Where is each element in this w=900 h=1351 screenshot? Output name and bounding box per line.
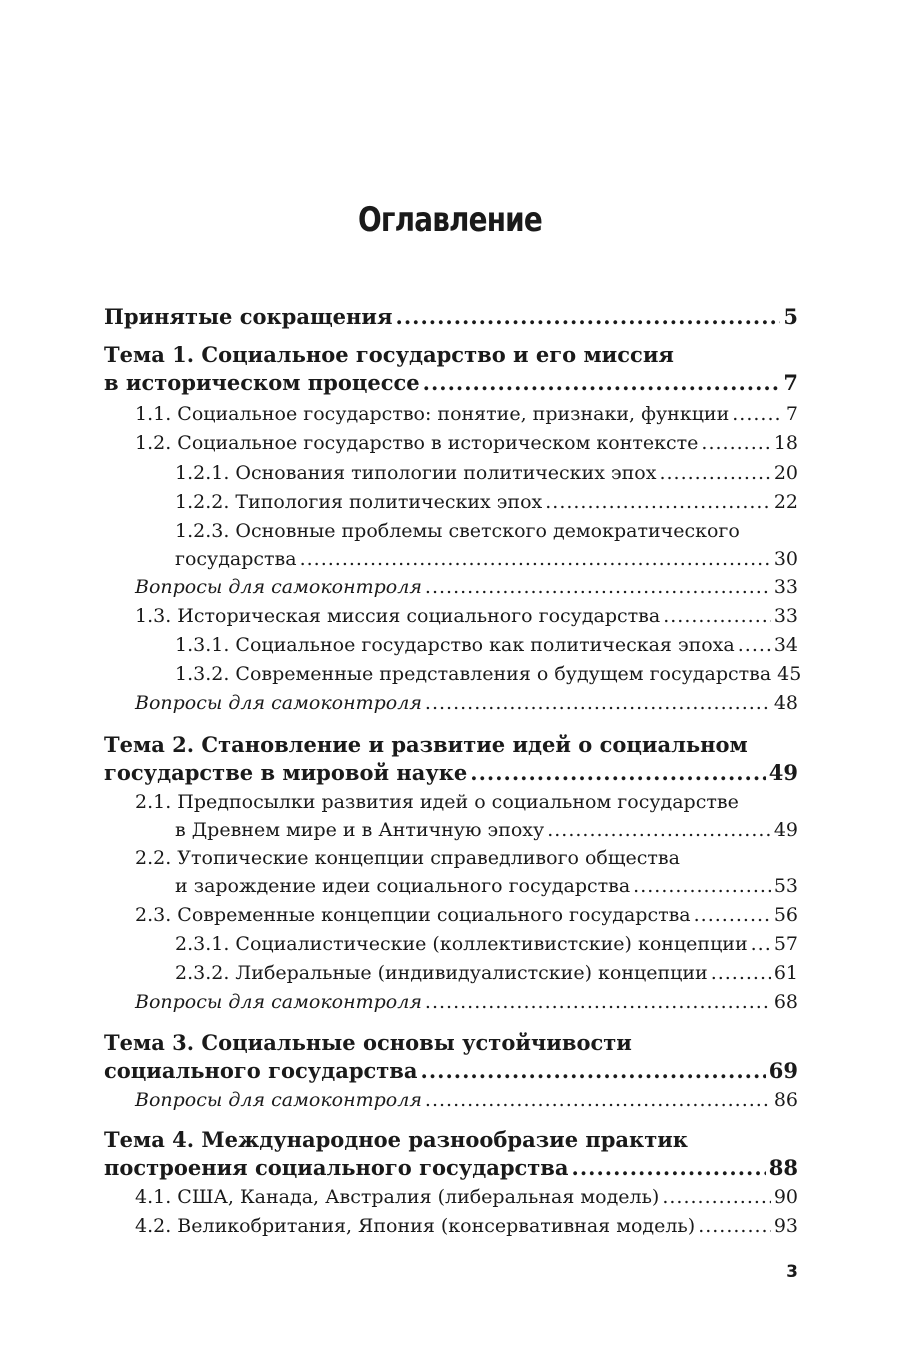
toc-entry-4-2[interactable] xyxy=(135,1215,798,1237)
toc-entry-topic-2[interactable] xyxy=(104,760,798,785)
toc-entry-topic-3[interactable] xyxy=(104,1058,798,1083)
toc-entry-title-line: Тема 1. Социальное государство и его миссия xyxy=(104,342,674,367)
toc-page-number: 48 xyxy=(773,692,798,714)
toc-page-number: 57 xyxy=(773,933,798,955)
toc-page-number: 88 xyxy=(768,1155,798,1180)
toc-page-number: 93 xyxy=(773,1215,798,1237)
toc-page-number: 61 xyxy=(773,962,798,984)
toc-entry-1-2[interactable] xyxy=(135,432,798,454)
toc-entry-self-check[interactable] xyxy=(135,576,798,598)
dot-leader xyxy=(662,1186,770,1208)
toc-entry-abbreviations[interactable] xyxy=(104,304,798,329)
dot-leader xyxy=(396,304,781,329)
toc-entry-title: Вопросы для самоконтроля xyxy=(135,692,422,714)
dot-leader xyxy=(425,692,771,714)
dot-leader xyxy=(732,403,783,425)
toc-page-number: 30 xyxy=(773,548,798,570)
toc-page-number: 5 xyxy=(783,304,798,329)
toc-page-number: 33 xyxy=(773,605,798,627)
dot-leader xyxy=(547,819,771,841)
toc-entry-title: 2.3.1. Социалистические (коллективистские) концепции xyxy=(175,933,748,955)
toc-entry-title-line: 2.2. Утопические концепции справедливого общества xyxy=(135,847,680,869)
dot-leader xyxy=(425,1089,771,1111)
dot-leader xyxy=(425,576,771,598)
toc-entry-title-line: Тема 4. Международное разнообразие практик xyxy=(104,1127,688,1152)
toc-page-number: 33 xyxy=(773,576,798,598)
dot-leader xyxy=(711,962,771,984)
dot-leader xyxy=(701,432,770,454)
toc-entry-title: государстве в мировой науке xyxy=(104,760,468,785)
toc-entry-2-2[interactable] xyxy=(175,875,798,897)
toc-page-number: 49 xyxy=(773,819,798,841)
toc-entry-title-line: Тема 2. Становление и развитие идей о социальном xyxy=(104,732,748,757)
dot-leader xyxy=(694,904,771,926)
toc-entry-1-2-3[interactable] xyxy=(175,548,798,570)
toc-page-number: 90 xyxy=(773,1186,798,1208)
toc-page-number: 34 xyxy=(773,634,798,656)
toc-page-number: 56 xyxy=(773,904,798,926)
dot-leader xyxy=(698,1215,771,1237)
toc-entry-title: Принятые сокращения xyxy=(104,304,393,329)
toc-page-number: 53 xyxy=(773,875,798,897)
toc-entry-title: в историческом процессе xyxy=(104,370,420,395)
toc-entry-title: 1.2.1. Основания типологии политических эпох xyxy=(175,462,657,484)
toc-entry-2-3-1[interactable] xyxy=(175,933,798,955)
toc-page-number: 7 xyxy=(785,403,798,425)
toc-entry-title: 1.3. Историческая миссия социального государства xyxy=(135,605,661,627)
toc-entry-title: Вопросы для самоконтроля xyxy=(135,1089,422,1111)
dot-leader xyxy=(663,605,771,627)
dot-leader xyxy=(572,1155,766,1180)
toc-entry-title: 1.3.2. Современные представления о будущем государства xyxy=(175,663,772,685)
toc-entry-title: построения социального государства xyxy=(104,1155,569,1180)
toc-entry-1-3[interactable] xyxy=(135,605,798,627)
toc-entry-title: государства xyxy=(175,548,297,570)
dot-leader xyxy=(738,634,771,656)
toc-entry-title: Вопросы для самоконтроля xyxy=(135,576,422,598)
toc-entry-4-1[interactable] xyxy=(135,1186,798,1208)
toc-entry-title-line: 1.2.3. Основные проблемы светского демократического xyxy=(175,520,740,542)
toc-entry-title: 1.2.2. Типология политических эпох xyxy=(175,491,543,513)
toc-page-number: 45 xyxy=(777,663,802,685)
toc-entry-2-3-2[interactable] xyxy=(175,962,798,984)
dot-leader xyxy=(751,933,771,955)
toc-page-number: 69 xyxy=(768,1058,798,1083)
toc-entry-topic-4[interactable] xyxy=(104,1155,798,1180)
toc-entry-1-2-1[interactable] xyxy=(175,462,798,484)
dot-leader xyxy=(545,491,771,513)
dot-leader xyxy=(421,1058,766,1083)
toc-entry-title: 4.2. Великобритания, Япония (консервативная модель) xyxy=(135,1215,696,1237)
dot-leader xyxy=(633,875,771,897)
dot-leader xyxy=(659,462,770,484)
dot-leader xyxy=(470,760,765,785)
toc-page-number: 7 xyxy=(783,370,798,395)
toc-entry-2-1[interactable] xyxy=(175,819,798,841)
toc-page-number: 22 xyxy=(773,491,798,513)
toc-entry-self-check[interactable] xyxy=(135,991,798,1013)
dot-leader xyxy=(425,991,771,1013)
toc-entry-title: социального государства xyxy=(104,1058,418,1083)
table-of-contents xyxy=(104,0,802,1351)
dot-leader xyxy=(423,370,781,395)
toc-entry-title: 2.3. Современные концепции социального государства xyxy=(135,904,691,926)
toc-entry-self-check[interactable] xyxy=(135,692,798,714)
toc-page-number: 86 xyxy=(773,1089,798,1111)
toc-page-number: 68 xyxy=(773,991,798,1013)
toc-entry-title: и зарождение идеи социального государства xyxy=(175,875,631,897)
toc-entry-title-line: 2.1. Предпосылки развития идей о социальном государстве xyxy=(135,791,739,813)
toc-entry-2-3[interactable] xyxy=(135,904,798,926)
toc-entry-1-2-2[interactable] xyxy=(175,491,798,513)
page-number: 3 xyxy=(786,1262,798,1282)
toc-page-number: 20 xyxy=(773,462,798,484)
toc-entry-title: 4.1. США, Канада, Австралия (либеральная модель) xyxy=(135,1186,660,1208)
page-title: Оглавление xyxy=(358,200,542,240)
toc-entry-1-1[interactable] xyxy=(135,403,798,425)
toc-entry-title: Вопросы для самоконтроля xyxy=(135,991,422,1013)
toc-page-number: 49 xyxy=(768,760,798,785)
toc-entry-topic-1[interactable] xyxy=(104,370,798,395)
toc-entry-title: 1.1. Социальное государство: понятие, признаки, функции xyxy=(135,403,730,425)
toc-entry-title-line: Тема 3. Социальные основы устойчивости xyxy=(104,1030,632,1055)
toc-entry-self-check[interactable] xyxy=(135,1089,798,1111)
toc-entry-title: в Древнем мире и в Античную эпоху xyxy=(175,819,545,841)
dot-leader xyxy=(300,548,771,570)
toc-entry-title: 1.3.1. Социальное государство как политическая эпоха xyxy=(175,634,735,656)
toc-entry-1-3-2[interactable] xyxy=(175,663,802,685)
toc-page-number: 18 xyxy=(773,432,798,454)
toc-entry-title: 1.2. Социальное государство в историческом контексте xyxy=(135,432,699,454)
toc-entry-title: 2.3.2. Либеральные (индивидуалистские) концепции xyxy=(175,962,708,984)
toc-entry-1-3-1[interactable] xyxy=(175,634,798,656)
